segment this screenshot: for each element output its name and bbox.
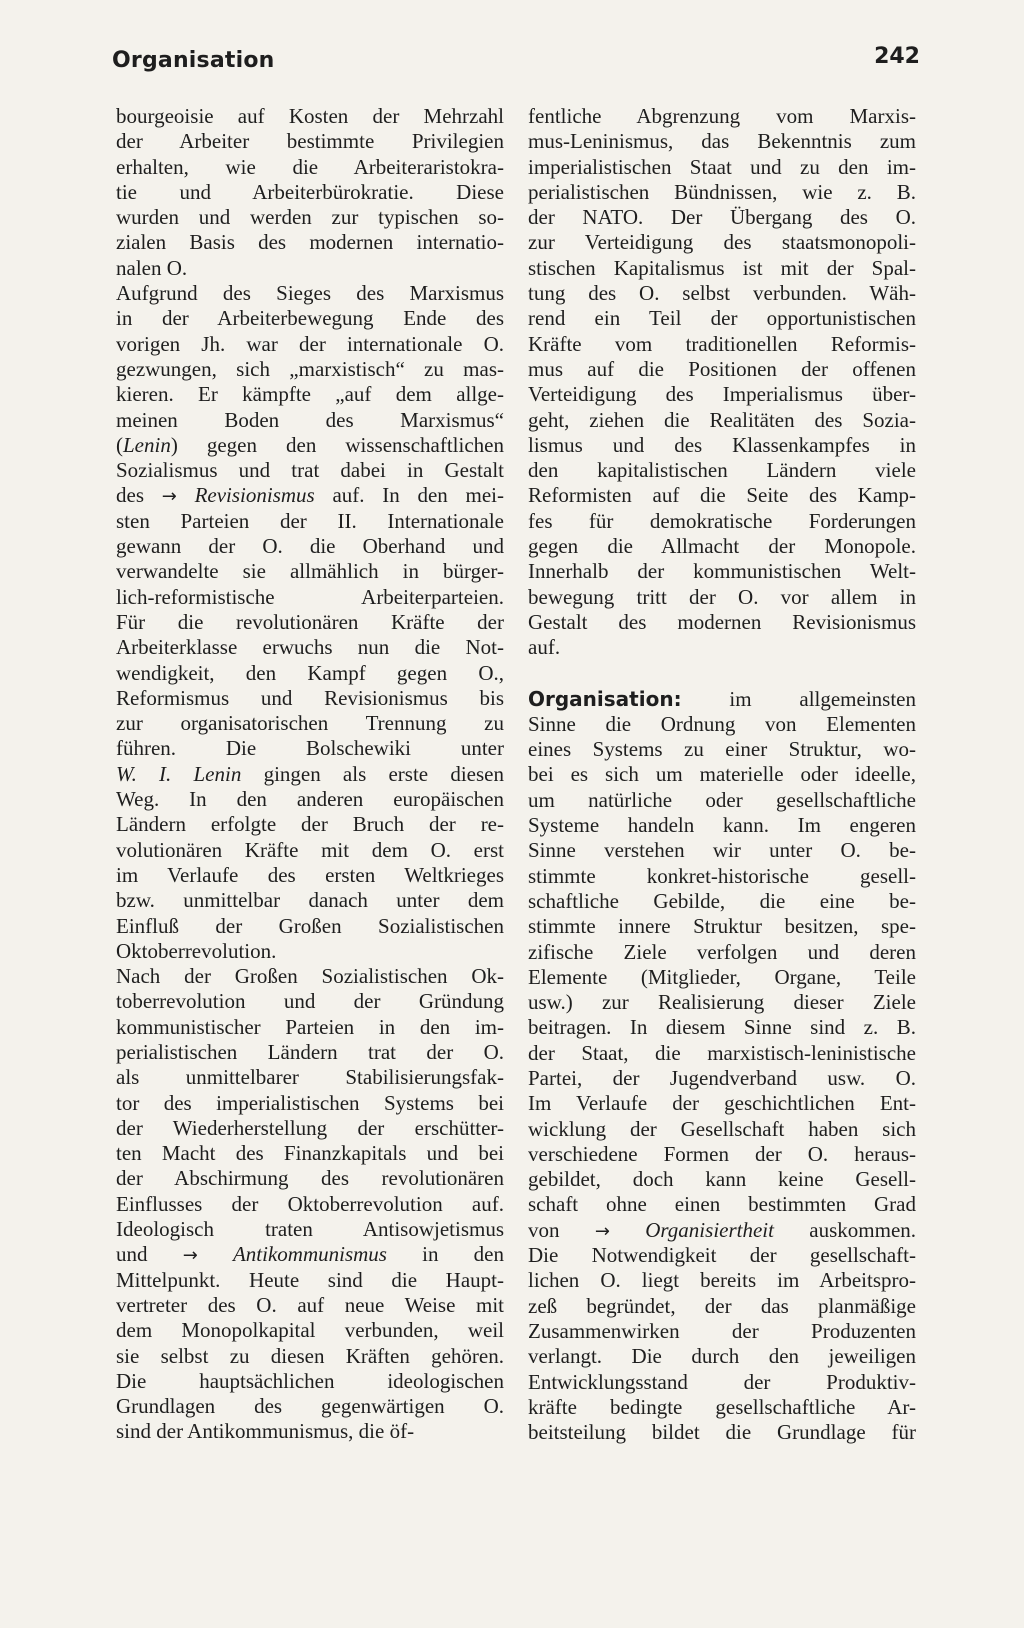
text-line: den kapitalistischen Ländern viele [528, 458, 916, 483]
text-line: Arbeiterklasse erwuchs nun die Not- [116, 635, 504, 660]
text-line: wicklung der Gesellschaft haben sich [528, 1116, 916, 1141]
entry-first-line [528, 687, 916, 712]
text-line: bourgeoisie auf Kosten der Mehrzahl [116, 104, 504, 128]
text-line: stimmte innere Struktur besitzen, spe- [528, 914, 916, 939]
text-line: der NATO. Der Übergang des O. [528, 205, 916, 230]
page-number: 242 [874, 44, 920, 69]
entry-lemma-rest: im allgemeinsten [729, 686, 916, 711]
text-line: und → Antikommunismus in den [116, 1242, 504, 1267]
text-line: bzw. unmittelbar danach unter dem [116, 888, 504, 913]
text-line: tung des O. selbst verbunden. Wäh- [528, 281, 916, 306]
text-line: gewann der O. die Oberhand und [116, 534, 504, 559]
text-line: als unmittelbarer Stabilisierungsfak- [116, 1065, 504, 1090]
text-line: meinen Boden des Marxismus“ [116, 407, 504, 432]
text-line: Systeme handeln kann. Im engeren [528, 813, 916, 838]
text-line: verwandelte sie allmählich in bürger- [116, 559, 504, 584]
paragraph-gap [528, 661, 916, 687]
text-line: in der Arbeiterbewegung Ende des [116, 306, 504, 331]
text-line: sind der Antikommunismus, die öf- [116, 1419, 415, 1444]
text-line: ten Macht des Finanzkapitals und bei [116, 1141, 504, 1166]
text-line: bei es sich um materielle oder ideelle, [528, 762, 916, 787]
text-line: führen. Die Bolschewiki unter [116, 736, 504, 761]
text-line: sie selbst zu diesen Kräften gehören. [116, 1343, 504, 1368]
text-line: W. I. Lenin gingen als erste diesen [116, 761, 504, 786]
text-line: schaft ohne einen bestimmten Grad [528, 1192, 916, 1217]
text-line: Sozialismus und trat dabei in Gestalt [116, 458, 504, 483]
text-line: von → Organisiertheit auskommen. [528, 1217, 917, 1242]
text-line: Elemente (Mitglieder, Organe, Teile [528, 964, 916, 989]
text-line: Reformismus und Revisionismus bis [116, 685, 504, 710]
text-line: lismus und des Klassenkampfes in [528, 432, 916, 457]
text-line: wendigkeit, den Kampf gegen O., [116, 660, 504, 685]
text-line: geht, ziehen die Realitäten des Sozia- [528, 407, 916, 432]
text-line: Aufgrund des Sieges des Marxismus [116, 281, 504, 306]
text-line: Nach der Großen Sozialistischen Ok- [116, 964, 504, 989]
text-line: lich-reformistische Arbeiterparteien. [116, 584, 504, 609]
text-line: Grundlagen des gegenwärtigen O. [116, 1394, 504, 1419]
text-line: Sinne verstehen wir unter O. be- [528, 838, 916, 863]
text-line: mus auf die Positionen der offenen [528, 356, 916, 381]
text-line: imperialistischen Staat und zu den im- [528, 154, 916, 179]
text-line: verlangt. Die durch den jeweiligen [528, 1344, 916, 1369]
text-line: der Wiederherstellung der erschütter- [116, 1115, 504, 1140]
text-line: toberrevolution und der Gründung [116, 989, 504, 1014]
text-line: gezwungen, sich „marxistisch“ zu mas- [116, 356, 504, 381]
text-line: Einflusses der Oktoberrevolution auf. [116, 1191, 504, 1216]
text-line: Reformisten auf die Seite des Kamp- [528, 483, 916, 508]
text-line: Weg. In den anderen europäischen [116, 787, 504, 812]
text-line: kieren. Er kämpfte „auf dem allge- [116, 382, 504, 407]
text-line: stimmte konkret-historische gesell- [528, 863, 916, 888]
text-line: zur Verteidigung des staatsmonopoli- [528, 230, 916, 255]
text-line: Ländern erfolgte der Bruch der re- [116, 812, 504, 837]
text-line: zialen Basis des modernen internatio- [116, 230, 504, 255]
text-line: mus-Leninismus, das Bekenntnis zum [528, 129, 916, 154]
text-line: erhalten, wie die Arbeiteraristokra- [116, 154, 504, 179]
text-line: sten Parteien der II. Internationale [116, 508, 504, 533]
text-line: auf. [528, 635, 561, 660]
text-line: kommunistischer Parteien in den im- [116, 1014, 504, 1039]
text-line: vorigen Jh. war der internationale O. [116, 331, 504, 356]
text-line: Sinne die Ordnung von Elementen [528, 711, 916, 736]
text-line: tie und Arbeiterbürokratie. Diese [116, 179, 504, 204]
text-line: Innerhalb der kommunistischen Welt- [528, 559, 916, 584]
text-line: stischen Kapitalismus ist mit der Spal- [528, 255, 916, 280]
entry-body [528, 712, 916, 1446]
text-line: Ideologisch traten Antisowjetismus [116, 1217, 504, 1242]
text-line: perialistischen Ländern trat der O. [116, 1039, 504, 1064]
text-line: der Staat, die marxistisch-leninistische [528, 1040, 916, 1065]
text-line: um natürliche oder gesellschaftliche [528, 787, 916, 812]
text-line: fentliche Abgrenzung vom Marxis- [528, 104, 916, 128]
text-line: verschiedene Formen der O. heraus- [528, 1141, 916, 1166]
text-line: beitragen. In diesem Sinne sind z. B. [528, 1015, 916, 1040]
text-line: Kräfte vom traditionellen Reformis- [528, 331, 916, 356]
text-line: kräfte bedingte gesellschaftliche Ar- [528, 1394, 916, 1419]
text-line: eines Systems zu einer Struktur, wo- [528, 737, 916, 762]
text-line: Für die revolutionären Kräfte der [116, 609, 504, 634]
text-line: dem Monopolkapital verbunden, weil [116, 1318, 504, 1343]
text-line: Partei, der Jugendverband usw. O. [528, 1065, 916, 1090]
text-line: Oktoberrevolution. [116, 938, 277, 963]
text-line: volutionären Kräfte mit dem O. erst [116, 837, 504, 862]
right-column-continuation [528, 104, 916, 661]
text-line: Zusammenwirken der Produzenten [528, 1318, 916, 1343]
text-line: zur organisatorischen Trennung zu [116, 711, 504, 736]
left-text-column [116, 104, 504, 1445]
text-line: tor des imperialistischen Systems bei [116, 1090, 504, 1115]
text-line: fes für demokratische Forderungen [528, 508, 916, 533]
right-text-column [528, 104, 916, 1445]
entry-lemma: Organisation: [528, 686, 682, 711]
text-line: zeß begründet, der das planmäßige [528, 1293, 916, 1318]
text-line: des → Revisionismus auf. In den mei- [116, 483, 504, 508]
page-header-title: Organisation [112, 48, 275, 73]
text-line: Gestalt des modernen Revisionismus [528, 609, 916, 634]
text-line: bewegung tritt der O. vor allem in [528, 584, 916, 609]
text-line: beitsteilung bildet die Grundlage für [528, 1420, 916, 1445]
text-line: zifische Ziele verfolgen und deren [528, 939, 916, 964]
text-line: im Verlaufe des ersten Weltkrieges [116, 862, 504, 887]
text-line: nalen O. [116, 255, 188, 280]
text-line: vertreter des O. auf neue Weise mit [116, 1292, 504, 1317]
text-line: schaftliche Gebilde, die eine be- [528, 888, 916, 913]
text-line: perialistischen Bündnissen, wie z. B. [528, 179, 916, 204]
text-line: der Abschirmung des revolutionären [116, 1166, 504, 1191]
text-line: gebildet, doch kann keine Gesell- [528, 1167, 916, 1192]
text-line: Entwicklungsstand der Produktiv- [528, 1369, 916, 1394]
text-line: usw.) zur Realisierung dieser Ziele [528, 990, 916, 1015]
text-line: rend ein Teil der opportunistischen [528, 306, 916, 331]
text-line: Einfluß der Großen Sozialistischen [116, 913, 504, 938]
text-line: Die hauptsächlichen ideologischen [116, 1368, 504, 1393]
text-line: gegen die Allmacht der Monopole. [528, 534, 916, 559]
text-line: lichen O. liegt bereits im Arbeitspro- [528, 1268, 916, 1293]
text-line: Verteidigung des Imperialismus über- [528, 382, 916, 407]
text-line: der Arbeiter bestimmte Privilegien [116, 129, 504, 154]
text-line: wurden und werden zur typischen so- [116, 205, 504, 230]
text-line: Im Verlaufe der geschichtlichen Ent- [528, 1091, 916, 1116]
text-line: Die Notwendigkeit der gesellschaft- [528, 1243, 916, 1268]
text-line: Mittelpunkt. Heute sind die Haupt- [116, 1267, 504, 1292]
text-line: (Lenin) gegen den wissenschaftlichen [116, 432, 504, 457]
